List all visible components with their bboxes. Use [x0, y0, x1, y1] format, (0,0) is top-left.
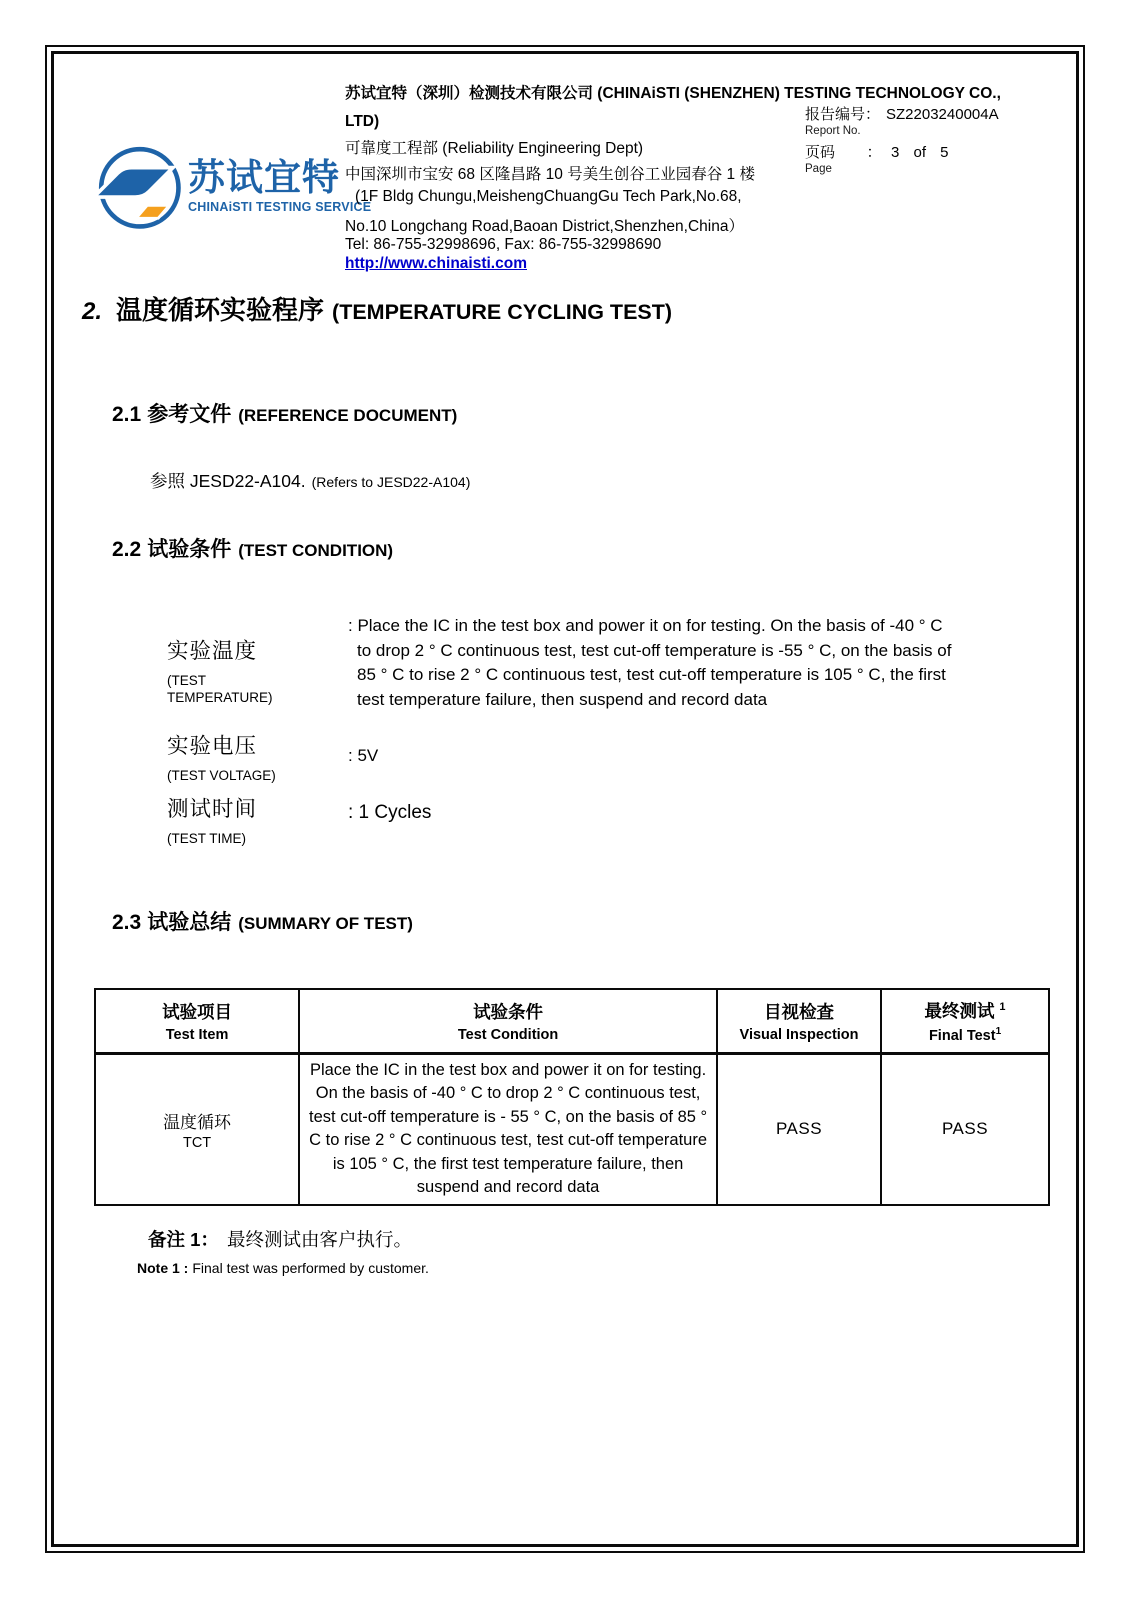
test-voltage-label-en: (TEST VOLTAGE) — [167, 768, 276, 783]
section-2-title-en: (TEMPERATURE CYCLING TEST) — [332, 300, 673, 324]
report-no-label-cn: 报告编号： — [805, 106, 881, 123]
section-2-2-title-en: (TEST CONDITION) — [238, 541, 394, 560]
cell-visual-inspection-result: PASS — [717, 1053, 881, 1205]
test-time-label-en: (TEST TIME) — [167, 831, 247, 846]
section-2-title-cn: 温度循环实验程序 — [116, 295, 325, 325]
final-test-footnote-ref-cn: 1 — [999, 1001, 1006, 1013]
section-2-1-title-en: (REFERENCE DOCUMENT) — [238, 406, 458, 425]
cell-test-condition: Place the IC in the test box and power it on for testing. On the basis of -40 ° C to drop 2 ° C continuous test, test cut-off temperature is - 55 ° C, on the basis of 85 ° C to rise 2 ° C continuous test, test cut-off temperature is 105 ° C, the first test temperature failure, then suspend and record data — [299, 1053, 717, 1205]
report-no-value: SZ2203240004A — [886, 106, 999, 123]
section-2-3-number: 2.3 — [112, 911, 142, 934]
section-2-3-title — [112, 906, 413, 936]
section-2-1-title — [112, 398, 457, 428]
company-name: 苏试宜特（深圳）检测技术有限公司 (CHINAiSTI (SHENZHEN) TESTING TECHNOLOGY CO., LTD) — [345, 85, 1001, 130]
logo-name-cn: 苏试宜特 — [188, 157, 340, 198]
reference-document-line — [150, 468, 470, 493]
report-info — [805, 103, 1055, 179]
section-2-number: 2. — [82, 298, 103, 325]
note-1-text-en: Final test was performed by customer. — [192, 1260, 429, 1276]
test-temperature-label-en: (TEST TEMPERATURE) — [167, 673, 273, 705]
section-2-1-number: 2.1 — [112, 403, 142, 426]
col-header-test-item: 试验项目 Test Item — [95, 989, 299, 1053]
page-value: 3 of 5 — [891, 144, 949, 161]
test-voltage-label — [167, 729, 337, 784]
note-1-en — [137, 1260, 429, 1276]
test-temperature-value: : Place the IC in the test box and power it on for testing. On the basis of -40 ° C to drop 2 ° C continuous test, test cut-off temperature is -55 ° C, on the basis of 85 ° C to rise 2 ° C continuous test, test cut-off temperature is 105 ° C, the first test temperature failure, then suspend and record data — [348, 616, 952, 709]
summary-of-test-table — [94, 988, 1050, 1206]
chinaisti-logo-icon — [92, 140, 184, 232]
page-colon: ： — [866, 144, 882, 161]
section-2-2-number: 2.2 — [112, 538, 142, 561]
address-en-line1: (1F Bldg Chungu,MeishengChuangGu Tech Park,No.68, — [355, 188, 742, 205]
test-time-label-cn: 测试时间 — [167, 797, 258, 821]
address-cn: 中国深圳市宝安 68 区隆昌路 10 号美生创谷工业园春谷 1 楼 — [345, 166, 755, 183]
test-time-label — [167, 792, 337, 847]
section-2-2-title-cn: 试验条件 — [147, 538, 232, 561]
section-2-3-title-cn: 试验总结 — [147, 911, 232, 934]
cell-test-item: 温度循环 TCT — [95, 1053, 299, 1205]
website-link[interactable]: http://www.chinaisti.com — [345, 255, 527, 272]
col-header-final-test: 最终测试 $^1$ Final Test$^1$ — [881, 989, 1049, 1053]
test-voltage-value: : 5V — [348, 746, 379, 765]
test-voltage-label-cn: 实验电压 — [167, 734, 258, 758]
note-1-text-cn: 最终测试由客户执行。 — [226, 1229, 412, 1250]
page-label-cn: 页码 — [805, 144, 836, 161]
note-1-label-cn: 备注 1： — [148, 1229, 219, 1250]
final-test-footnote-ref-en: 1 — [995, 1025, 1002, 1037]
table-header-row — [95, 989, 1049, 1053]
tel-fax-line: Tel: 86-755-32998696, Fax: 86-755-32998690 — [345, 236, 662, 253]
section-2-title — [82, 290, 672, 327]
test-temperature-label — [167, 634, 337, 706]
section-2-1-title-cn: 参考文件 — [147, 403, 232, 426]
col-header-visual-inspection: 目视检查 Visual Inspection — [717, 989, 881, 1053]
note-1-label-en: Note 1 : — [137, 1260, 189, 1276]
cell-final-test-result: PASS — [881, 1053, 1049, 1205]
table-row-tct — [95, 1053, 1049, 1205]
col-header-test-condition: 试验条件 Test Condition — [299, 989, 717, 1053]
reference-en: (Refers to JESD22-A104) — [311, 474, 471, 490]
company-logo — [92, 140, 372, 232]
note-1-cn — [148, 1226, 412, 1252]
page-label-en: Page — [805, 163, 832, 175]
department-line: 可靠度工程部 (Reliability Engineering Dept) — [345, 140, 644, 157]
section-2-3-title-en: (SUMMARY OF TEST) — [238, 914, 413, 933]
address-en-line2: No.10 Longchang Road,Baoan District,Shenzhen,China） — [345, 218, 744, 235]
section-2-2-title — [112, 533, 393, 563]
test-temperature-label-cn: 实验温度 — [167, 639, 258, 663]
logo-name-en: CHINAiSTI TESTING SERVICE — [188, 200, 372, 214]
report-no-label-en: Report No. — [805, 125, 861, 137]
reference-cn: 参照 JESD22-A104. — [150, 471, 306, 491]
test-time-value: : 1 Cycles — [348, 802, 432, 823]
